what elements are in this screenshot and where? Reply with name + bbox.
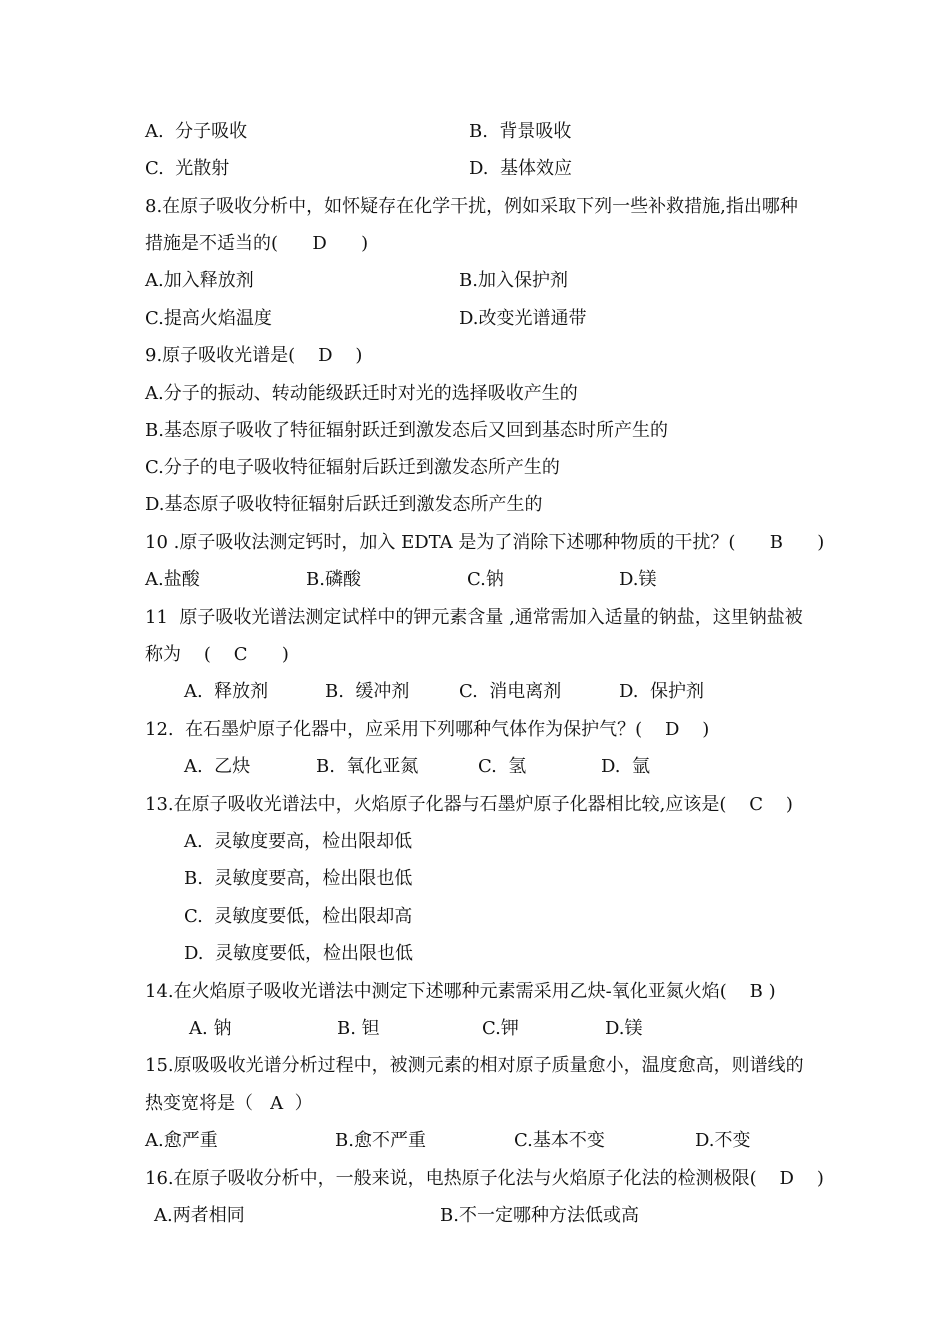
- q11-option-d: D. 保护剂: [619, 681, 704, 702]
- q15-option-d: D.不变: [695, 1130, 751, 1151]
- q16-option-b: B.不一定哪种方法低或高: [440, 1205, 639, 1226]
- q13-stem: 13.在原子吸收光谱法中，火焰原子化器与石墨炉原子化器相比较,应该是( C ): [145, 794, 793, 815]
- q9-option-a: A.分子的振动、转动能级跃迁时对光的选择吸收产生的: [145, 383, 578, 404]
- q16-stem: 16.在原子吸收分析中，一般来说，电热原子化法与火焰原子化法的检测极限( D ): [145, 1168, 824, 1189]
- q11-option-a: A. 释放剂: [184, 681, 269, 702]
- q8-option-a: A.加入释放剂: [145, 270, 254, 291]
- q9-option-b: B.基态原子吸收了特征辐射跃迁到激发态后又回到基态时所产生的: [145, 420, 668, 441]
- q8-option-c: C.提高火焰温度: [145, 308, 272, 329]
- q15-stem-line2: 热变宽将是（ A ）: [145, 1093, 313, 1114]
- q11-stem-line1: 11 原子吸收光谱法测定试样中的钾元素含量 ,通常需加入适量的钠盐，这里钠盐被: [145, 607, 803, 628]
- q8-stem-line2: 措施是不适当的( D ): [145, 233, 369, 254]
- q7-option-a: A. 分子吸收: [145, 121, 248, 142]
- q12-option-a: A. 乙炔: [184, 756, 251, 777]
- q15-option-a: A.愈严重: [145, 1130, 218, 1151]
- q12-stem: 12. 在石墨炉原子化器中，应采用下列哪种气体作为保护气？( D ): [145, 719, 710, 740]
- q13-option-d: D. 灵敏度要低，检出限也低: [184, 943, 413, 964]
- q8-option-d: D.改变光谱通带: [459, 308, 587, 329]
- q9-option-d: D.基态原子吸收特征辐射后跃迁到激发态所产生的: [145, 494, 543, 515]
- q15-option-c: C.基本不变: [514, 1130, 605, 1151]
- q12-option-c: C. 氢: [478, 756, 527, 777]
- q10-option-b: B.磷酸: [306, 569, 361, 590]
- q14-stem: 14.在火焰原子吸收光谱法中测定下述哪种元素需采用乙炔-氧化亚氮火焰( B ): [145, 981, 776, 1002]
- q14-option-b: B. 钽: [337, 1018, 380, 1039]
- q10-stem: 10 .原子吸收法测定钙时，加入 EDTA 是为了消除下述哪种物质的干扰？( B ): [145, 532, 825, 553]
- q14-option-a: A. 钠: [189, 1018, 232, 1039]
- q15-option-b: B.愈不严重: [335, 1130, 426, 1151]
- q14-option-d: D.镁: [605, 1018, 643, 1039]
- q7-option-b: B. 背景吸收: [469, 121, 572, 142]
- q10-option-c: C.钠: [467, 569, 504, 590]
- q8-option-b: B.加入保护剂: [459, 270, 568, 291]
- q11-option-c: C. 消电离剂: [459, 681, 562, 702]
- q15-stem-line1: 15.原吸吸收光谱分析过程中，被测元素的相对原子质量愈小，温度愈高，则谱线的: [145, 1055, 804, 1076]
- q12-option-b: B. 氧化亚氮: [316, 756, 419, 777]
- q16-option-a: A.两者相同: [154, 1205, 245, 1226]
- q14-option-c: C.钾: [482, 1018, 519, 1039]
- q11-option-b: B. 缓冲剂: [325, 681, 410, 702]
- q13-option-b: B. 灵敏度要高，检出限也低: [184, 868, 413, 889]
- q11-stem-line2: 称为 ( C ): [145, 644, 289, 665]
- q9-stem: 9.原子吸收光谱是( D ): [145, 345, 363, 366]
- q13-option-a: A. 灵敏度要高，检出限却低: [184, 831, 413, 852]
- q7-option-d: D. 基体效应: [469, 158, 572, 179]
- q12-option-d: D. 氩: [601, 756, 650, 777]
- q10-option-a: A.盐酸: [145, 569, 200, 590]
- q10-option-d: D.镁: [619, 569, 657, 590]
- q7-option-c: C. 光散射: [145, 158, 230, 179]
- q13-option-c: C. 灵敏度要低，检出限却高: [184, 906, 413, 927]
- q8-stem-line1: 8.在原子吸收分析中，如怀疑存在化学干扰，例如采取下列一些补救措施,指出哪种: [145, 196, 798, 217]
- q9-option-c: C.分子的电子吸收特征辐射后跃迁到激发态所产生的: [145, 457, 560, 478]
